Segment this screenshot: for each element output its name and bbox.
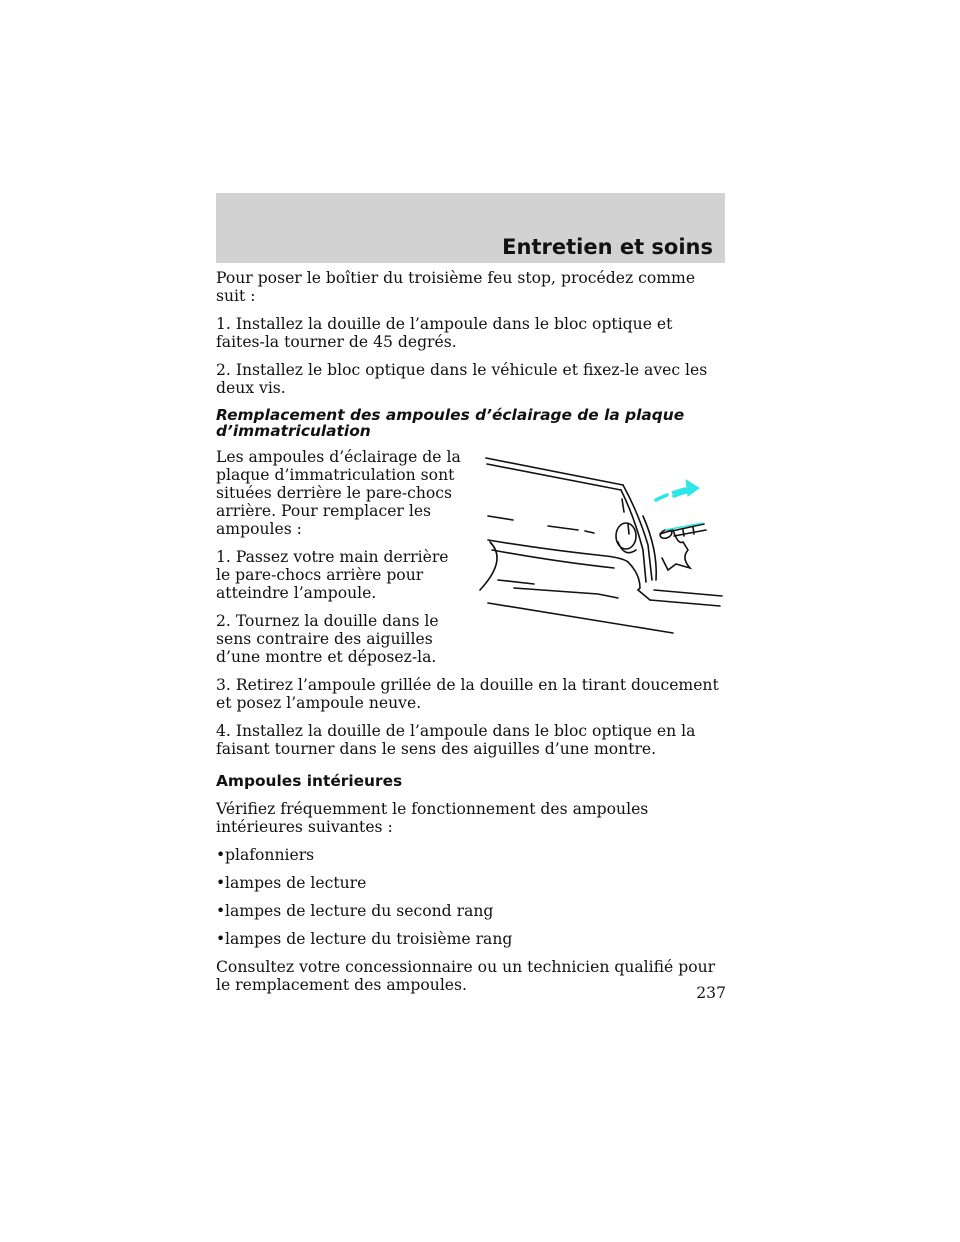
license-intro: Les ampoules d’éclairage de la plaque d’immatriculation sont situées derrière le pare-chocs arrière. Pour remplacer les ampoules : (216, 448, 461, 538)
license-step-4: 4. Installez la douille de l’ampoule dans le bloc optique en la faisant tourner dans le sens des aiguilles d’une montre. (216, 722, 696, 758)
bullet-glyph: • (216, 874, 226, 892)
license-step-1: 1. Passez votre main derrière le pare-chocs arrière pour atteindre l’ampoule. (216, 548, 449, 602)
bullet-glyph: • (216, 902, 226, 920)
page-number: 237 (696, 984, 726, 1002)
list-item-text: lampes de lecture du second rang (225, 902, 494, 920)
page-content (216, 269, 726, 1004)
interior-section-heading: Ampoules intérieures (216, 772, 403, 790)
bullet-glyph: • (216, 930, 226, 948)
list-item-text: plafonniers (225, 846, 315, 864)
section-title: Entretien et soins (502, 235, 713, 259)
license-step-2: 2. Tournez la douille dans le sens contraire des aiguilles d’une montre et déposez-la. (216, 612, 439, 666)
third-light-step-2: 2. Installez le bloc optique dans le véhicule et fixez-le avec les deux vis. (216, 361, 708, 397)
list-item-text: lampes de lecture du troisième rang (225, 930, 513, 948)
list-item (216, 874, 726, 892)
list-item (216, 902, 726, 920)
list-item (216, 846, 726, 864)
license-step-3: 3. Retirez l’ampoule grillée de la douille en la tirant doucement et posez l’ampoule neuve. (216, 676, 719, 712)
list-item-text: lampes de lecture (225, 874, 367, 892)
bullet-glyph: • (216, 846, 226, 864)
license-section-heading: Remplacement des ampoules d’éclairage de la plaque d’immatriculation (216, 406, 685, 440)
list-item (216, 930, 726, 948)
intro-paragraph: Pour poser le boîtier du troisième feu stop, procédez comme suit : (216, 269, 696, 305)
section-header-band (216, 193, 725, 263)
interior-bulb-list (216, 846, 726, 948)
interior-closing: Consultez votre concessionnaire ou un technicien qualifié pour le remplacement des ampoules. (216, 958, 716, 994)
third-light-step-1: 1. Installez la douille de l’ampoule dans le bloc optique et faites-la tourner de 45 degrés. (216, 315, 673, 351)
license-light-illustration (478, 450, 730, 640)
license-light-drawing (478, 450, 730, 640)
interior-intro: Vérifiez fréquemment le fonctionnement des ampoules intérieures suivantes : (216, 800, 649, 836)
